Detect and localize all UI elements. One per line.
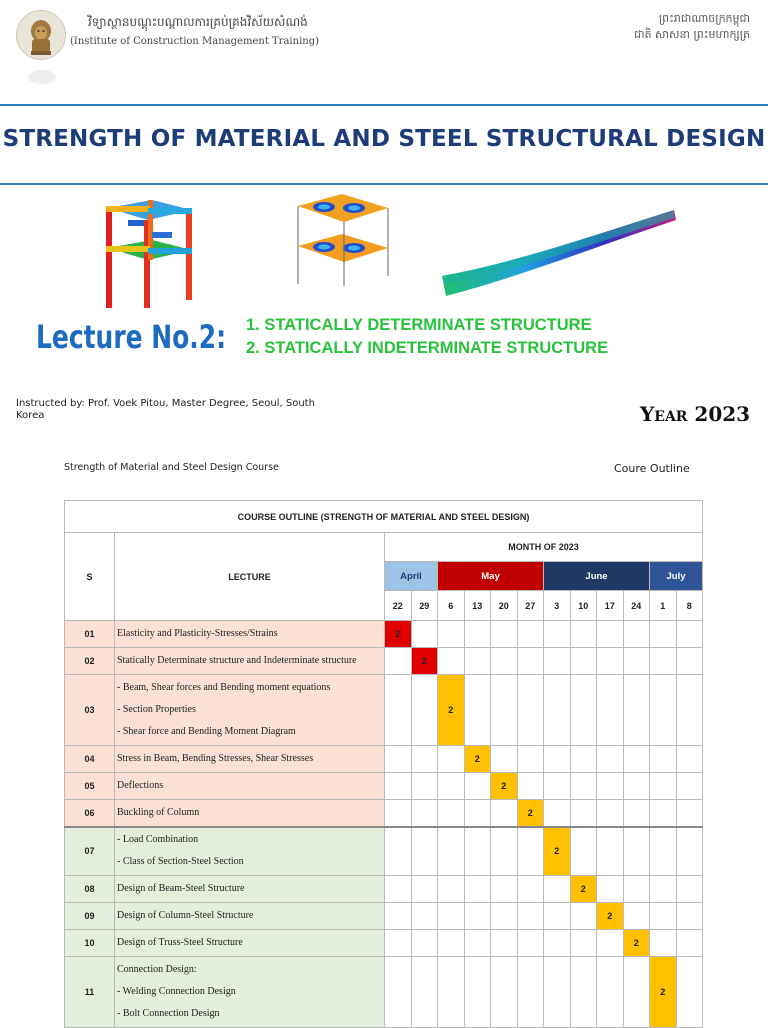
schedule-cell	[650, 827, 677, 876]
lecture-topic-cell	[115, 800, 385, 827]
schedule-cell	[676, 827, 703, 876]
table-row	[65, 827, 703, 876]
slab-stress-illustration	[294, 194, 394, 288]
schedule-cell	[385, 903, 412, 930]
month-header: MONTH OF 2023	[385, 533, 703, 562]
table-row	[65, 903, 703, 930]
schedule-cell	[623, 773, 650, 800]
schedule-mark: 2	[570, 876, 597, 903]
schedule-cell	[464, 773, 491, 800]
lecture-topic-cell	[115, 957, 385, 1028]
schedule-cell	[491, 957, 518, 1028]
lecture-number-cell: 02	[65, 648, 115, 675]
institute-name-english: (Institute of Construction Management Training)	[70, 36, 320, 47]
table-row	[65, 876, 703, 903]
schedule-cell	[570, 903, 597, 930]
frame-structure-illustration	[100, 196, 200, 312]
schedule-cell	[650, 903, 677, 930]
schedule-cell	[438, 827, 465, 876]
schedule-cell	[491, 903, 518, 930]
schedule-cell	[385, 773, 412, 800]
schedule-cell	[464, 827, 491, 876]
schedule-cell	[597, 648, 624, 675]
schedule-cell	[570, 800, 597, 827]
week-header: 22	[385, 591, 412, 621]
schedule-cell	[570, 930, 597, 957]
schedule-mark: 2	[491, 773, 518, 800]
lecture-number-cell: 09	[65, 903, 115, 930]
schedule-cell	[650, 930, 677, 957]
schedule-cell	[385, 675, 412, 746]
schedule-cell	[676, 930, 703, 957]
lecture-number: Lecture No.2:	[36, 318, 227, 356]
lecture-topic-line: Stress in Beam, Bending Stresses, Shear Stresses	[117, 753, 314, 764]
schedule-cell	[676, 773, 703, 800]
schedule-cell	[676, 621, 703, 648]
schedule-cell	[411, 930, 438, 957]
schedule-cell	[597, 800, 624, 827]
schedule-cell	[597, 957, 624, 1028]
schedule-cell	[676, 800, 703, 827]
schedule-cell	[517, 930, 544, 957]
schedule-cell	[438, 648, 465, 675]
schedule-cell	[623, 903, 650, 930]
schedule-mark: 2	[438, 675, 465, 746]
week-header: 13	[464, 591, 491, 621]
schedule-cell	[385, 800, 412, 827]
schedule-cell	[650, 675, 677, 746]
schedule-cell	[650, 746, 677, 773]
schedule-cell	[623, 827, 650, 876]
lecture-topic-line: - Shear force and Bending Moment Diagram	[117, 726, 296, 737]
schedule-cell	[464, 621, 491, 648]
schedule-cell	[650, 648, 677, 675]
month-may: May	[438, 562, 544, 591]
schedule-mark: 2	[544, 827, 571, 876]
instructor-credit: Instructed by: Prof. Voek Pitou, Master Degree, Seoul, South Korea	[16, 398, 315, 421]
schedule-cell	[597, 746, 624, 773]
schedule-cell	[597, 773, 624, 800]
lecture-topic-line: - Class of Section-Steel Section	[117, 856, 244, 868]
lecture-topic-line: Deflections	[117, 780, 164, 791]
table-row	[65, 648, 703, 675]
schedule-cell	[438, 957, 465, 1028]
schedule-cell	[517, 876, 544, 903]
schedule-cell	[597, 827, 624, 876]
schedule-cell	[544, 621, 571, 648]
schedule-cell	[517, 621, 544, 648]
month-july: July	[650, 562, 703, 591]
kingdom-motto-line2: ជាតិ សាសនា ព្រះមហាក្សត្រ	[634, 28, 750, 41]
schedule-mark: 2	[623, 930, 650, 957]
schedule-cell	[544, 675, 571, 746]
schedule-cell	[438, 903, 465, 930]
schedule-cell	[676, 903, 703, 930]
table-row	[65, 773, 703, 800]
schedule-cell	[676, 648, 703, 675]
schedule-cell	[385, 746, 412, 773]
lecture-topic-cell	[115, 903, 385, 930]
schedule-cell	[623, 876, 650, 903]
table-row	[65, 930, 703, 957]
schedule-cell	[676, 675, 703, 746]
schedule-cell	[597, 930, 624, 957]
schedule-cell	[464, 903, 491, 930]
week-header: 27	[517, 591, 544, 621]
schedule-cell	[650, 621, 677, 648]
schedule-mark: 2	[597, 903, 624, 930]
schedule-cell	[676, 957, 703, 1028]
schedule-cell	[570, 675, 597, 746]
schedule-cell	[597, 675, 624, 746]
lecture-number-cell: 04	[65, 746, 115, 773]
table-row	[65, 800, 703, 827]
schedule-cell	[650, 876, 677, 903]
institute-name-khmer: វិទ្យាស្ថានបណ្តុះបណ្តាលការគ្រប់គ្រងវិស័យសំណង់	[88, 15, 308, 29]
lecture-topic-line: - Welding Connection Design	[117, 986, 236, 997]
schedule-cell	[464, 957, 491, 1028]
institute-logo	[16, 10, 66, 60]
schedule-mark: 2	[650, 957, 677, 1028]
schedule-cell	[464, 876, 491, 903]
lecture-topic-cell	[115, 746, 385, 773]
schedule-cell	[438, 876, 465, 903]
schedule-cell	[544, 903, 571, 930]
schedule-cell	[385, 957, 412, 1028]
schedule-cell	[491, 827, 518, 876]
schedule-cell	[650, 773, 677, 800]
schedule-cell	[491, 800, 518, 827]
schedule-mark: 2	[385, 621, 412, 648]
week-header: 24	[623, 591, 650, 621]
month-june: June	[544, 562, 650, 591]
schedule-cell	[623, 957, 650, 1028]
lecture-topic-cell	[115, 648, 385, 675]
lecture-topic-line: - Beam, Shear forces and Bending moment equations	[117, 682, 331, 693]
lecture-number-cell: 10	[65, 930, 115, 957]
schedule-cell	[570, 746, 597, 773]
page-title: STRENGTH OF MATERIAL AND STEEL STRUCTURAL DESIGN	[2, 126, 766, 152]
table-row	[65, 675, 703, 746]
top-divider	[0, 104, 768, 106]
schedule-cell	[438, 746, 465, 773]
schedule-cell	[411, 621, 438, 648]
lecture-number-cell: 07	[65, 827, 115, 876]
week-header: 1	[650, 591, 677, 621]
schedule-cell	[623, 800, 650, 827]
week-header: 3	[544, 591, 571, 621]
schedule-cell	[491, 648, 518, 675]
course-outline-table	[64, 500, 703, 1028]
schedule-cell	[544, 773, 571, 800]
schedule-cell	[650, 800, 677, 827]
column-header-s: S	[65, 533, 115, 621]
table-row	[65, 957, 703, 1028]
schedule-cell	[517, 903, 544, 930]
schedule-cell	[623, 675, 650, 746]
schedule-cell	[464, 675, 491, 746]
lecture-topic-line: Buckling of Column	[117, 806, 200, 818]
table-title: COURSE OUTLINE (STRENGTH OF MATERIAL AND STEEL DESIGN)	[65, 501, 703, 533]
course-name: Strength of Material and Steel Design Course	[64, 462, 279, 473]
schedule-cell	[411, 800, 438, 827]
schedule-cell	[544, 800, 571, 827]
schedule-cell	[676, 876, 703, 903]
lecture-number-cell: 08	[65, 876, 115, 903]
schedule-mark: 2	[517, 800, 544, 827]
schedule-cell	[464, 800, 491, 827]
faded-emblem	[28, 70, 56, 84]
schedule-cell	[411, 957, 438, 1028]
steel-beam-illustration	[438, 204, 680, 300]
schedule-cell	[411, 903, 438, 930]
lecture-topic-line: Design of Truss-Steel Structure	[117, 937, 243, 948]
schedule-mark: 2	[464, 746, 491, 773]
schedule-cell	[544, 957, 571, 1028]
lecture-topic-line: Elasticity and Plasticity-Stresses/Strains	[117, 628, 278, 639]
schedule-cell	[544, 930, 571, 957]
lecture-topic-cell	[115, 930, 385, 957]
lecture-topic-cell	[115, 827, 385, 876]
week-header: 17	[597, 591, 624, 621]
schedule-cell	[411, 827, 438, 876]
schedule-cell	[517, 675, 544, 746]
schedule-cell	[385, 876, 412, 903]
schedule-cell	[385, 648, 412, 675]
schedule-cell	[623, 621, 650, 648]
schedule-cell	[676, 746, 703, 773]
schedule-cell	[491, 876, 518, 903]
schedule-cell	[517, 746, 544, 773]
schedule-cell	[464, 930, 491, 957]
lecture-topic-line: Design of Column-Steel Structure	[117, 910, 254, 921]
lecture-topic-line: - Section Properties	[117, 704, 196, 715]
schedule-cell	[570, 957, 597, 1028]
month-april: April	[385, 562, 438, 591]
schedule-cell	[411, 675, 438, 746]
schedule-cell	[544, 648, 571, 675]
lecture-topic-line: - Load Combination	[117, 834, 199, 846]
schedule-cell	[570, 773, 597, 800]
schedule-cell	[438, 773, 465, 800]
schedule-cell	[411, 876, 438, 903]
schedule-cell	[570, 648, 597, 675]
schedule-cell	[517, 648, 544, 675]
schedule-cell	[411, 746, 438, 773]
week-header: 20	[491, 591, 518, 621]
lecture-number-cell: 03	[65, 675, 115, 746]
schedule-cell	[411, 773, 438, 800]
lecture-number-cell: 06	[65, 800, 115, 827]
schedule-cell	[385, 930, 412, 957]
schedule-cell	[464, 648, 491, 675]
schedule-cell	[491, 621, 518, 648]
lecture-topic-line: Statically Determinate structure and Indeterminate structure	[117, 655, 357, 666]
week-header: 10	[570, 591, 597, 621]
schedule-cell	[517, 773, 544, 800]
schedule-cell	[385, 827, 412, 876]
year-label: Year 2023	[640, 402, 751, 426]
lecture-number-cell: 05	[65, 773, 115, 800]
week-header: 8	[676, 591, 703, 621]
schedule-mark: 2	[411, 648, 438, 675]
schedule-cell	[438, 800, 465, 827]
kingdom-motto-line1: ព្រះរាជាណាចក្រកម្ពុជា	[658, 12, 750, 25]
outline-label: Coure Outline	[614, 462, 690, 475]
schedule-cell	[597, 621, 624, 648]
lecture-topic-cell	[115, 621, 385, 648]
schedule-cell	[570, 827, 597, 876]
lecture-topic-line: - Bolt Connection Design	[117, 1008, 220, 1019]
lecture-topic-cell	[115, 675, 385, 746]
lion-statue-icon	[17, 11, 65, 59]
schedule-cell	[491, 746, 518, 773]
lecture-topic-1: 1. STATICALLY DETERMINATE STRUCTURE	[246, 316, 592, 334]
schedule-cell	[623, 648, 650, 675]
lecture-number-cell: 11	[65, 957, 115, 1028]
schedule-cell	[491, 675, 518, 746]
schedule-cell	[623, 746, 650, 773]
schedule-cell	[438, 930, 465, 957]
lecture-topic-line: Connection Design:	[117, 964, 197, 975]
schedule-cell	[544, 746, 571, 773]
schedule-cell	[570, 621, 597, 648]
schedule-cell	[438, 621, 465, 648]
column-header-lecture: LECTURE	[115, 533, 385, 621]
lecture-topic-line: Design of Beam-Steel Structure	[117, 883, 245, 894]
week-header: 6	[438, 591, 465, 621]
schedule-cell	[517, 827, 544, 876]
schedule-cell	[544, 876, 571, 903]
schedule-cell	[517, 957, 544, 1028]
lecture-topic-2: 2. STATICALLY INDETERMINATE STRUCTURE	[246, 339, 609, 357]
schedule-cell	[491, 930, 518, 957]
lecture-topic-cell	[115, 773, 385, 800]
lecture-number-cell: 01	[65, 621, 115, 648]
bottom-divider	[0, 183, 768, 185]
lecture-topic-cell	[115, 876, 385, 903]
table-row	[65, 746, 703, 773]
schedule-cell	[597, 876, 624, 903]
table-row	[65, 621, 703, 648]
week-header: 29	[411, 591, 438, 621]
